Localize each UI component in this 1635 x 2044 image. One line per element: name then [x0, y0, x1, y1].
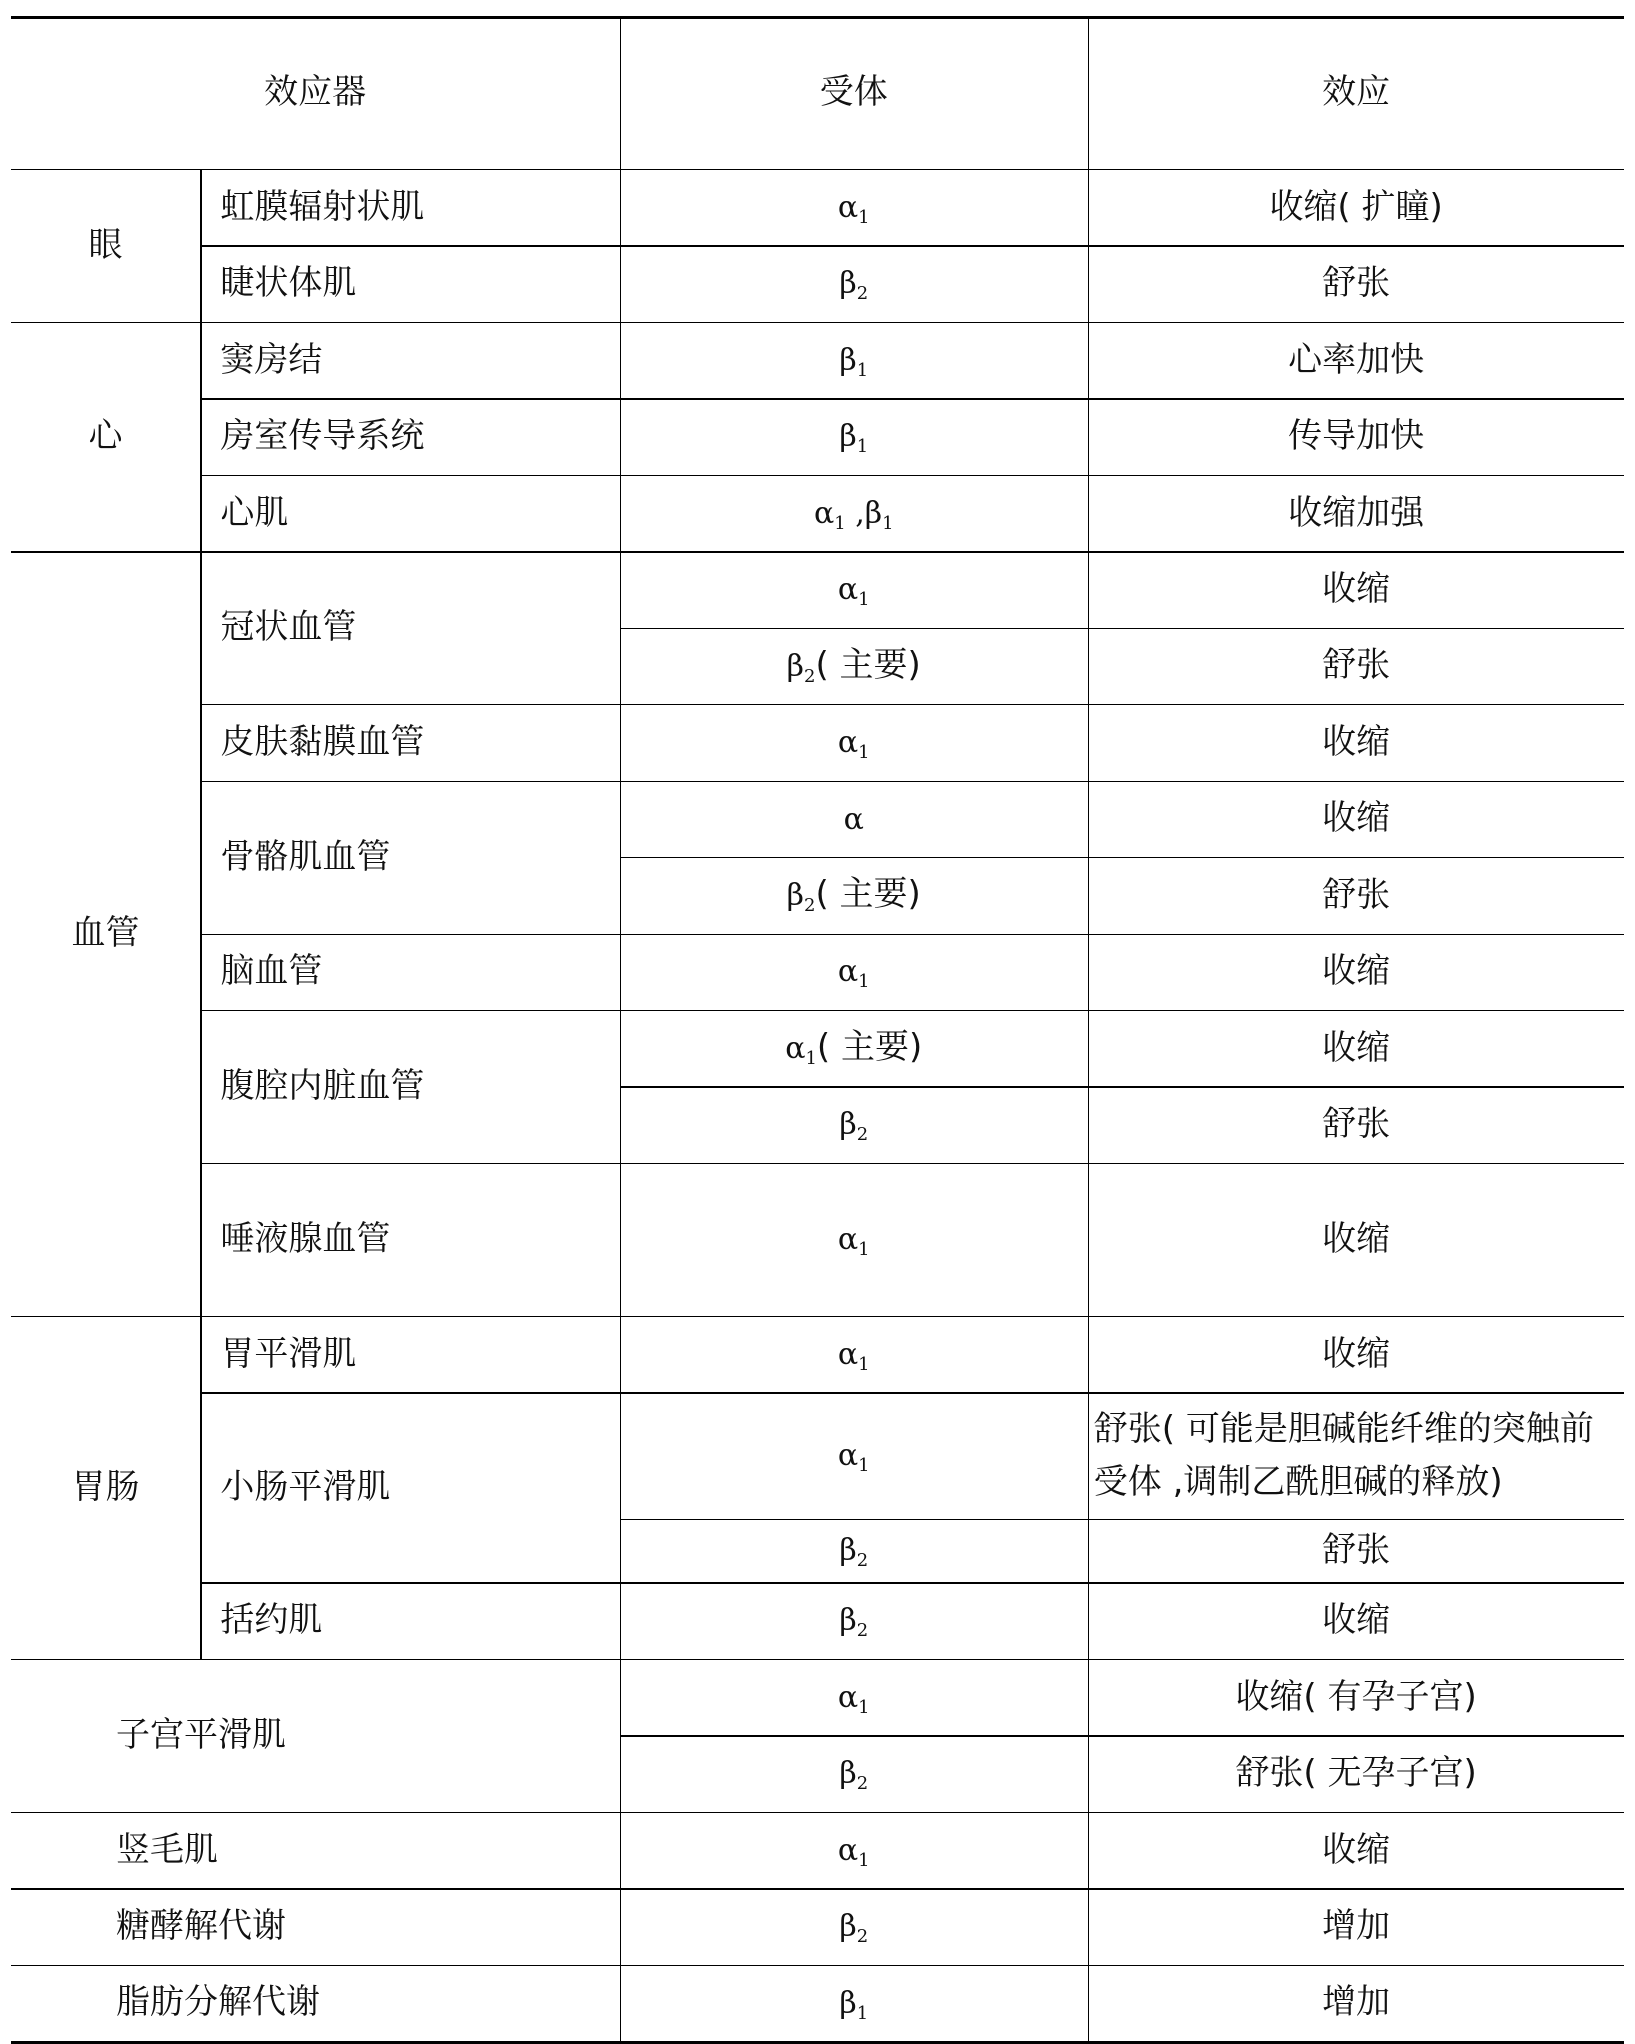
effect-text: 收缩 — [1322, 721, 1391, 762]
receptor-cell — [620, 1965, 1088, 2041]
receptor-label — [839, 1905, 868, 1948]
group-vessel-text: 血管 — [71, 913, 140, 954]
receptor-label — [787, 645, 921, 688]
receptor-symbol: β — [839, 1756, 857, 1792]
receptor-cell — [620, 1163, 1088, 1316]
effect-text: 收缩加强 — [1288, 492, 1425, 533]
receptor-label — [839, 415, 868, 458]
receptor-subtype: 2 — [856, 1550, 869, 1572]
receptor-symbol: β — [839, 419, 857, 455]
receptor-label — [787, 874, 921, 917]
receptor-symbol: α — [813, 495, 835, 531]
effect-cell — [1088, 628, 1625, 704]
receptor-label — [838, 1333, 870, 1376]
effect-cell — [1088, 398, 1625, 474]
organ-label: 皮肤黏膜血管 — [220, 721, 425, 762]
organ-cell — [200, 704, 619, 780]
receptor-symbol: α — [837, 954, 859, 990]
effect-cell — [1088, 1010, 1625, 1086]
effect-text: 收缩 — [1322, 1600, 1391, 1641]
organ-cell — [200, 1392, 619, 1582]
receptor-note: ( 主要) — [815, 644, 921, 685]
organ-cell — [200, 1010, 619, 1163]
header-effect — [1088, 16, 1625, 169]
receptor-label — [844, 798, 864, 839]
group-vessel — [11, 551, 201, 1316]
organ-label: 骨骼肌血管 — [220, 836, 391, 877]
table-rule — [620, 16, 621, 2041]
receptor-symbol: α — [837, 1832, 859, 1868]
receptor-subtype: 1 — [858, 1455, 870, 1477]
organ-cell — [11, 1965, 620, 2041]
receptor-subtype: 2 — [804, 665, 816, 687]
receptor-label — [839, 1982, 868, 2025]
receptor-label — [838, 186, 870, 229]
receptor-label — [839, 339, 868, 382]
group-heart-text: 心 — [88, 416, 123, 457]
receptor-subtype: 1 — [858, 1353, 870, 1375]
receptor-cell — [620, 1010, 1088, 1086]
receptor-cell — [620, 169, 1088, 245]
header-effector — [11, 16, 620, 169]
table-rule — [620, 1735, 1625, 1736]
header-effect-text: 效应 — [1322, 71, 1391, 112]
receptor-cell — [620, 628, 1088, 704]
receptor-subtype: 1 — [858, 589, 870, 611]
header-effector-text: 效应器 — [264, 71, 367, 112]
effect-cell — [1088, 322, 1625, 398]
receptor-symbol: β — [839, 342, 857, 378]
receptor-note: ,β — [845, 495, 883, 531]
receptor-cell — [620, 1086, 1088, 1162]
organ-cell — [200, 934, 619, 1010]
organ-label: 括约肌 — [220, 1600, 323, 1641]
effect-cell — [1088, 169, 1625, 245]
receptor-note: ( 主要) — [815, 873, 921, 914]
organ-cell — [200, 169, 619, 245]
effect-text: 舒张 — [1322, 645, 1391, 686]
organ-label: 脂肪分解代谢 — [116, 1982, 321, 2023]
receptor-cell — [620, 1888, 1088, 1964]
effect-text: 舒张 — [1322, 1104, 1391, 1145]
receptor-label — [839, 1103, 868, 1146]
effect-text: 收缩 — [1322, 1027, 1391, 1068]
organ-label: 唾液腺血管 — [220, 1219, 391, 1260]
receptor-label — [838, 1829, 870, 1872]
organ-cell — [200, 1582, 619, 1658]
receptor-label — [838, 1676, 870, 1719]
effect-text: 增加 — [1322, 1982, 1391, 2023]
effect-text: 收缩( 有孕子宫) — [1235, 1676, 1477, 1717]
receptor-cell — [620, 781, 1088, 857]
effect-cell — [1088, 934, 1625, 1010]
effect-text: 收缩 — [1322, 1333, 1391, 1374]
group-gi — [11, 1316, 201, 1659]
receptor-note: ( 主要) — [816, 1026, 923, 1067]
organ-cell — [200, 475, 619, 551]
organ-cell — [11, 1888, 620, 1964]
effect-text: 舒张 — [1322, 1530, 1391, 1571]
effect-text: 舒张( 可能是胆碱能纤维的突触前受体 ,调制乙酰胆碱的释放) — [1093, 1408, 1594, 1502]
receptor-label — [838, 568, 870, 611]
receptor-subtype: 1 — [856, 436, 869, 458]
effect-cell — [1088, 245, 1625, 321]
receptor-symbol: α — [837, 189, 859, 225]
organ-label: 糖酵解代谢 — [116, 1905, 287, 1946]
organ-label: 子宫平滑肌 — [116, 1714, 287, 1755]
organ-label: 冠状血管 — [220, 607, 357, 648]
organ-cell — [200, 1316, 619, 1392]
table-rule — [620, 628, 1625, 629]
receptor-cell — [620, 1812, 1088, 1888]
receptor-symbol: β — [786, 648, 805, 684]
organ-label: 竖毛肌 — [116, 1829, 219, 1870]
receptor-cell — [620, 857, 1088, 933]
receptor-subtype: 1 — [856, 2002, 869, 2024]
effect-text: 收缩 — [1322, 1219, 1391, 1260]
organ-label: 睫状体肌 — [220, 263, 357, 304]
effect-cell — [1088, 1316, 1625, 1392]
effect-cell — [1088, 1965, 1625, 2041]
receptor-subtype: 2 — [856, 1773, 869, 1795]
receptor-label — [838, 950, 870, 993]
organ-cell — [200, 398, 619, 474]
effect-cell — [1088, 1888, 1625, 1964]
group-eye — [11, 169, 201, 322]
receptor-cell — [620, 475, 1088, 551]
receptor-subtype: 2 — [804, 894, 816, 916]
receptor-label — [839, 262, 868, 305]
receptor-cell — [620, 1519, 1088, 1582]
receptor-cell — [620, 322, 1088, 398]
organ-cell — [200, 781, 619, 934]
receptor-symbol: α — [843, 802, 864, 838]
effect-text: 舒张( 无孕子宫) — [1235, 1753, 1477, 1794]
table-rule — [620, 1086, 1625, 1087]
receptor-symbol: α — [837, 572, 859, 608]
organ-label: 脑血管 — [220, 951, 323, 992]
organ-label: 心肌 — [220, 492, 289, 533]
effect-cell — [1088, 1659, 1625, 1735]
receptor-symbol: α — [837, 725, 859, 761]
receptor-cell — [620, 245, 1088, 321]
receptor-subtype: 1 — [858, 206, 870, 228]
receptor-subtype: 1 — [882, 512, 894, 534]
organ-cell — [200, 322, 619, 398]
effect-text: 收缩 — [1322, 568, 1391, 609]
effect-text: 收缩 — [1322, 798, 1391, 839]
effect-cell — [1088, 1519, 1625, 1582]
receptor-subtype: 1 — [805, 1047, 817, 1069]
receptor-cell — [620, 1735, 1088, 1811]
effect-cell — [1088, 1812, 1625, 1888]
effect-cell — [1088, 1086, 1625, 1162]
receptor-symbol: β — [839, 1533, 857, 1569]
header-receptor-text: 受体 — [819, 71, 888, 112]
receptor-subtype: 1 — [834, 512, 846, 534]
receptor-subtype: 1 — [858, 1849, 870, 1871]
effect-cell — [1088, 551, 1625, 627]
organ-label: 胃平滑肌 — [220, 1333, 357, 1374]
receptor-subtype: 2 — [856, 1620, 869, 1642]
effect-text: 舒张 — [1322, 874, 1391, 915]
organ-label: 房室传导系统 — [220, 416, 425, 457]
receptor-cell — [620, 398, 1088, 474]
receptor-subtype: 1 — [858, 971, 870, 993]
effect-text: 收缩( 扩瞳) — [1269, 186, 1443, 227]
effect-cell — [1088, 1582, 1625, 1658]
organ-cell — [200, 1163, 619, 1316]
organ-cell — [200, 551, 619, 704]
receptor-symbol: β — [839, 1603, 857, 1639]
effect-cell — [1088, 781, 1625, 857]
effect-cell — [1088, 1735, 1625, 1811]
organ-cell — [11, 1812, 620, 1888]
receptor-label — [838, 721, 870, 764]
effect-text: 收缩 — [1322, 1829, 1391, 1870]
receptor-symbol: α — [837, 1438, 859, 1474]
receptor-subtype: 2 — [856, 1124, 869, 1146]
table-rule — [1088, 16, 1089, 2041]
effect-text: 收缩 — [1322, 951, 1391, 992]
receptor-label — [839, 1599, 868, 1642]
receptor-subtype: 1 — [856, 359, 869, 381]
receptor-label — [839, 1529, 868, 1572]
effect-cell — [1088, 704, 1625, 780]
receptor-cell — [620, 1659, 1088, 1735]
receptor-symbol: β — [839, 266, 857, 302]
receptor-cell — [620, 1582, 1088, 1658]
organ-label: 小肠平滑肌 — [220, 1466, 391, 1507]
organ-label: 窦房结 — [220, 339, 323, 380]
header-receptor — [620, 16, 1088, 169]
organ-cell — [11, 1659, 620, 1812]
organ-label: 腹腔内脏血管 — [220, 1066, 425, 1107]
receptor-cell — [620, 1392, 1088, 1519]
receptor-symbol: α — [785, 1030, 806, 1066]
effect-text: 舒张 — [1322, 263, 1391, 304]
receptor-cell — [620, 934, 1088, 1010]
receptor-label — [814, 492, 894, 535]
organ-label: 虹膜辐射状肌 — [220, 186, 425, 227]
receptor-label — [839, 1752, 868, 1795]
receptor-symbol: β — [839, 1107, 857, 1143]
receptor-symbol: α — [837, 1222, 859, 1258]
effect-cell — [1088, 1392, 1625, 1519]
effect-text: 传导加快 — [1288, 416, 1425, 457]
effect-text: 增加 — [1322, 1905, 1391, 1946]
receptor-symbol: α — [837, 1679, 859, 1715]
receptor-symbol: α — [837, 1336, 859, 1372]
receptor-cell — [620, 551, 1088, 627]
receptor-label — [838, 1218, 870, 1261]
receptor-label — [785, 1027, 922, 1070]
group-gi-text: 胃肠 — [71, 1466, 140, 1507]
receptor-label — [838, 1434, 870, 1477]
table-rule — [620, 1519, 1625, 1520]
receptor-subtype: 1 — [858, 1696, 870, 1718]
receptor-symbol: β — [786, 877, 805, 913]
effect-text: 心率加快 — [1288, 339, 1425, 380]
group-heart — [11, 322, 201, 551]
receptor-symbol: β — [839, 1909, 857, 1945]
group-eye-text: 眼 — [88, 224, 123, 265]
effect-cell — [1088, 475, 1625, 551]
organ-cell — [200, 245, 619, 321]
receptor-subtype: 1 — [858, 742, 870, 764]
receptor-subtype: 2 — [856, 283, 869, 305]
receptor-symbol: β — [839, 1985, 857, 2021]
effect-cell — [1088, 857, 1625, 933]
receptor-cell — [620, 1316, 1088, 1392]
table-rule — [620, 857, 1625, 858]
receptor-subtype: 1 — [858, 1239, 870, 1261]
effect-cell — [1088, 1163, 1625, 1316]
receptor-subtype: 2 — [856, 1926, 869, 1948]
receptor-cell — [620, 704, 1088, 780]
